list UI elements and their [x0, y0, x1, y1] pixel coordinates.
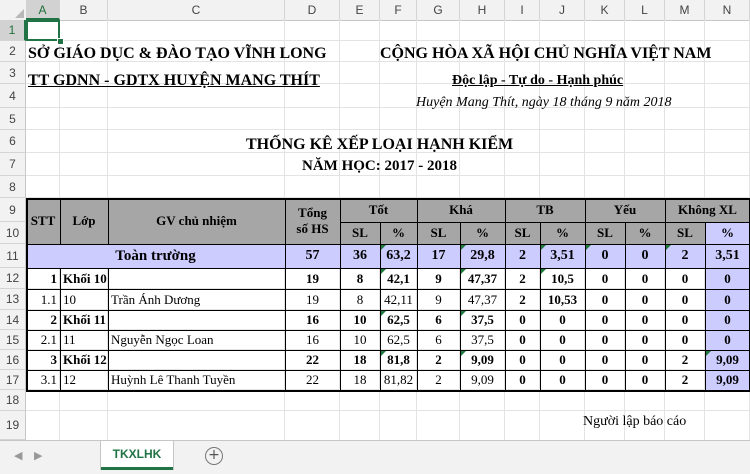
header-gv: GV chủ nhiệm — [156, 213, 237, 228]
row-yeu-sl: 0 — [601, 312, 609, 327]
scroll-left-icon[interactable]: ◀ — [14, 449, 23, 462]
header-tb: TB — [536, 202, 554, 217]
error-indicator-icon[interactable] — [381, 351, 386, 356]
fill-handle[interactable] — [57, 38, 64, 45]
row-kxl-sl: 2 — [681, 372, 689, 387]
row-yeu-sl: 0 — [601, 352, 609, 367]
row-kxl-sl: 0 — [681, 332, 689, 347]
table-border-v — [285, 198, 286, 391]
row-tb-pct: 0 — [559, 352, 566, 367]
report-title: THỐNG KÊ XẾP LOẠI HẠNH KIỂM — [246, 136, 514, 153]
summary-merge-mask — [108, 245, 109, 268]
row-yeu-pct: 0 — [641, 291, 649, 307]
sheet-tab-tkxlhk[interactable]: TKXLHK — [101, 441, 173, 470]
summary-kha-sl: 17 — [431, 248, 446, 263]
column-header-b[interactable]: B — [60, 0, 108, 20]
row-yeu-pct: 0 — [641, 332, 649, 347]
error-indicator-icon[interactable] — [461, 311, 466, 316]
row-yeu-pct: 0 — [641, 372, 649, 387]
row-total: 19 — [306, 270, 319, 286]
preparer-label: Người lập báo cáo — [583, 414, 687, 429]
row-total: 16 — [306, 312, 319, 327]
table-border-h — [26, 310, 750, 311]
table-border-v — [417, 198, 418, 391]
table-border-h — [26, 390, 750, 392]
row-lop: 10 — [63, 291, 76, 307]
row-kha-pct: 9,09 — [471, 372, 494, 387]
header-kha: Khá — [449, 202, 473, 217]
row-header-8[interactable]: 8 — [0, 176, 26, 198]
row-kxl-sl: 2 — [681, 352, 689, 367]
row-tot-pct: 62,5 — [387, 332, 410, 347]
gridline-h — [26, 40, 750, 41]
row-gv — [108, 268, 285, 289]
scroll-right-icon[interactable]: ▶ — [34, 449, 43, 462]
row-tb-pct: 0 — [559, 332, 566, 347]
row-kha-sl: 6 — [435, 332, 442, 347]
header-pct: % — [638, 225, 652, 240]
row-tb-sl: 0 — [519, 352, 526, 367]
summary-yeu-sl: 0 — [601, 248, 609, 263]
row-header-15[interactable]: 15 — [0, 330, 26, 350]
gridline-h — [26, 410, 750, 411]
row-header-1[interactable]: 1 — [0, 20, 26, 41]
row-kha-sl: 2 — [435, 372, 442, 387]
row-kha-sl: 2 — [435, 352, 442, 367]
row-stt: 3 — [50, 352, 57, 367]
report-subtitle: NĂM HỌC: 2017 - 2018 — [302, 158, 457, 174]
row-tb-pct: 0 — [559, 312, 566, 327]
table-border-v — [108, 198, 109, 391]
summary-kxl-sl: 2 — [681, 248, 689, 263]
column-header-h[interactable]: H — [460, 0, 505, 20]
header-sl: SL — [352, 225, 368, 240]
row-yeu-sl: 0 — [601, 270, 609, 286]
table-border-v — [505, 198, 506, 391]
gridline-h — [26, 129, 750, 130]
header-total-line1: Tổng — [298, 205, 327, 220]
row-total: 22 — [306, 372, 319, 387]
column-header-e[interactable]: E — [340, 0, 380, 20]
header-sl: SL — [430, 225, 447, 240]
row-header-4[interactable]: 4 — [0, 84, 26, 108]
row-header-7[interactable]: 7 — [0, 153, 26, 176]
summary-tot-pct: 63,2 — [386, 248, 411, 263]
active-cell-A1[interactable] — [26, 20, 60, 41]
table-border-h — [340, 222, 750, 223]
error-indicator-icon[interactable] — [461, 269, 466, 274]
row-header-12[interactable]: 12 — [0, 268, 26, 289]
error-indicator-icon[interactable] — [381, 269, 386, 274]
row-header-3[interactable]: 3 — [0, 62, 26, 84]
header-pct: % — [556, 225, 569, 240]
table-border-h — [26, 244, 750, 245]
row-kxl-sl: 0 — [681, 270, 689, 286]
header-sl: SL — [597, 225, 613, 240]
row-kxl-pct: 9,09 — [716, 372, 739, 387]
row-tot-pct: 62,5 — [387, 312, 410, 327]
summary-tb-sl: 2 — [519, 248, 526, 263]
row-kxl-sl: 0 — [681, 312, 689, 327]
row-total: 19 — [306, 291, 319, 307]
row-tb-sl: 0 — [519, 312, 526, 327]
row-tot-pct: 42,1 — [387, 270, 410, 286]
column-header-m[interactable]: M — [665, 0, 705, 20]
column-header-f[interactable]: F — [380, 0, 417, 20]
row-tb-sl: 0 — [519, 372, 526, 387]
summary-yeu-pct: 0 — [641, 248, 649, 263]
table-border-v — [665, 198, 666, 391]
column-header-c[interactable]: C — [108, 0, 285, 20]
header-pct: % — [392, 225, 405, 240]
row-kha-pct: 47,37 — [467, 270, 498, 286]
header-kxl: Không XL — [678, 202, 737, 217]
column-header-a[interactable]: A — [26, 0, 60, 20]
row-yeu-pct: 0 — [641, 352, 649, 367]
row-tot-pct: 42,11 — [384, 291, 413, 307]
summary-kxl-pct: 3,51 — [715, 248, 740, 263]
row-kha-pct: 47,37 — [467, 291, 498, 307]
row-kha-sl: 6 — [435, 312, 442, 327]
row-tot-sl: 18 — [353, 352, 367, 367]
row-stt: 2 — [50, 312, 57, 327]
row-yeu-sl: 0 — [601, 332, 609, 347]
row-kha-sl: 9 — [435, 270, 442, 286]
row-tot-sl: 18 — [353, 372, 367, 387]
summary-label: Toàn trường — [115, 247, 196, 264]
row-kxl-sl: 0 — [681, 291, 689, 307]
header-yeu: Yếu — [613, 202, 637, 217]
row-lop: Khối 12 — [63, 352, 107, 367]
row-tb-pct: 10,53 — [547, 291, 578, 307]
row-header-11[interactable]: 11 — [0, 244, 26, 268]
table-border-h — [26, 350, 750, 351]
row-gv: Trần Ánh Dương — [111, 291, 201, 307]
column-header-i[interactable]: I — [505, 0, 540, 20]
row-gv: Huỳnh Lê Thanh Tuyền — [111, 372, 236, 387]
row-tot-pct: 81,82 — [383, 372, 414, 387]
row-kxl-pct: 0 — [724, 291, 731, 307]
error-indicator-icon[interactable] — [666, 245, 671, 250]
column-header-g[interactable]: G — [417, 0, 460, 20]
date-line: Huyện Mang Thít, ngày 18 tháng 9 năm 2018 — [416, 95, 672, 110]
error-indicator-icon[interactable] — [381, 311, 386, 316]
row-tb-pct: 10,5 — [551, 270, 574, 286]
row-tot-sl: 10 — [353, 332, 367, 347]
summary-tot-sl: 36 — [353, 248, 367, 263]
row-header-10[interactable]: 10 — [0, 222, 26, 244]
row-gv — [108, 310, 285, 330]
summary-merge-mask — [60, 245, 61, 268]
row-stt: 3.1 — [40, 372, 57, 387]
row-tot-sl: 10 — [353, 312, 367, 327]
row-lop: Khối 11 — [63, 312, 106, 327]
header-stt: STT — [30, 213, 56, 228]
header-pct: % — [721, 225, 734, 240]
row-kha-pct: 37,5 — [471, 312, 494, 327]
header-pct: % — [476, 225, 489, 240]
row-kxl-pct: 0 — [724, 332, 731, 347]
column-header-j[interactable]: J — [540, 0, 585, 20]
column-header-d[interactable]: D — [285, 0, 340, 20]
header-lop: Lớp — [72, 213, 96, 228]
row-kha-pct: 37,5 — [471, 332, 494, 347]
column-header-k[interactable]: K — [585, 0, 625, 20]
row-total: 16 — [306, 332, 319, 347]
row-tot-sl: 8 — [356, 291, 364, 307]
header-tot: Tốt — [368, 202, 389, 217]
summary-tb-pct: 3,51 — [550, 248, 575, 263]
row-tot-sl: 8 — [356, 270, 364, 286]
row-stt: 1.1 — [40, 291, 57, 307]
error-indicator-icon[interactable] — [461, 351, 466, 356]
row-yeu-pct: 0 — [641, 312, 649, 327]
error-indicator-icon[interactable] — [706, 351, 711, 356]
row-header-5[interactable]: 5 — [0, 108, 26, 130]
row-lop: 11 — [63, 332, 76, 347]
row-header-17[interactable]: 17 — [0, 370, 26, 390]
table-border-h — [26, 289, 750, 290]
column-header-n[interactable]: N — [705, 0, 750, 20]
dept-name: SỞ GIÁO DỤC & ĐÀO TẠO VĨNH LONG — [28, 45, 327, 62]
row-gv: Nguyễn Ngọc Loan — [111, 332, 214, 347]
row-kha-sl: 9 — [435, 291, 442, 307]
table-border-v — [585, 198, 586, 391]
row-kxl-pct: 9,09 — [716, 352, 739, 367]
table-border-v — [26, 198, 28, 391]
error-indicator-icon[interactable] — [461, 245, 466, 250]
header-sl: SL — [677, 225, 693, 240]
error-indicator-icon[interactable] — [381, 245, 386, 250]
header-sl: SL — [514, 225, 531, 240]
row-kxl-pct: 0 — [724, 270, 731, 286]
republic-title: CỘNG HÒA XÃ HỘI CHỦ NGHĨA VIỆT NAM — [380, 45, 712, 62]
summary-kha-pct: 29,8 — [470, 248, 495, 263]
motto: Độc lập - Tự do - Hạnh phúc — [452, 73, 624, 88]
row-tb-sl: 2 — [519, 270, 526, 286]
table-border-v — [340, 198, 341, 391]
row-header-13[interactable]: 13 — [0, 289, 26, 310]
row-stt: 1 — [50, 270, 57, 286]
row-yeu-pct: 0 — [641, 270, 649, 286]
sheet-tab-bar — [0, 440, 750, 474]
row-lop: 12 — [63, 372, 76, 387]
row-header-6[interactable]: 6 — [0, 130, 26, 153]
row-lop: Khối 10 — [63, 270, 107, 286]
table-border-v — [625, 222, 626, 391]
select-all-corner[interactable] — [0, 0, 27, 20]
row-yeu-sl: 0 — [601, 291, 609, 307]
error-indicator-icon[interactable] — [541, 245, 546, 250]
row-tb-sl: 0 — [519, 332, 526, 347]
row-header-14[interactable]: 14 — [0, 310, 26, 330]
row-header-19[interactable]: 19 — [0, 411, 26, 440]
row-tot-pct: 81,8 — [387, 352, 410, 367]
table-border-v — [60, 198, 61, 391]
row-tb-sl: 2 — [519, 291, 526, 307]
add-sheet-icon[interactable]: + — [205, 447, 223, 465]
row-tb-pct: 0 — [559, 372, 566, 387]
row-header-16[interactable]: 16 — [0, 350, 26, 370]
row-header-2[interactable]: 2 — [0, 41, 26, 62]
error-indicator-icon[interactable] — [586, 245, 591, 250]
table-border-h — [26, 198, 750, 200]
error-indicator-icon[interactable] — [541, 269, 546, 274]
row-stt: 2.1 — [40, 332, 57, 347]
table-border-h — [26, 330, 750, 331]
table-border-h — [26, 268, 750, 269]
row-total: 22 — [306, 352, 319, 367]
gridline-h — [26, 175, 750, 176]
row-kxl-pct: 0 — [724, 312, 731, 327]
table-border-h — [26, 370, 750, 371]
row-yeu-sl: 0 — [601, 372, 609, 387]
table-border-v — [705, 222, 706, 391]
row-header-18[interactable]: 18 — [0, 390, 26, 411]
summary-total: 57 — [305, 248, 320, 263]
header-total — [285, 198, 340, 244]
column-header-l[interactable]: L — [625, 0, 665, 20]
row-gv — [108, 350, 285, 370]
center-name: TT GDNN - GDTX HUYỆN MANG THÍT — [28, 72, 320, 89]
row-header-9[interactable]: 9 — [0, 198, 26, 222]
row-kha-pct: 9,09 — [471, 352, 494, 367]
header-total-line2: số HS — [296, 221, 329, 236]
